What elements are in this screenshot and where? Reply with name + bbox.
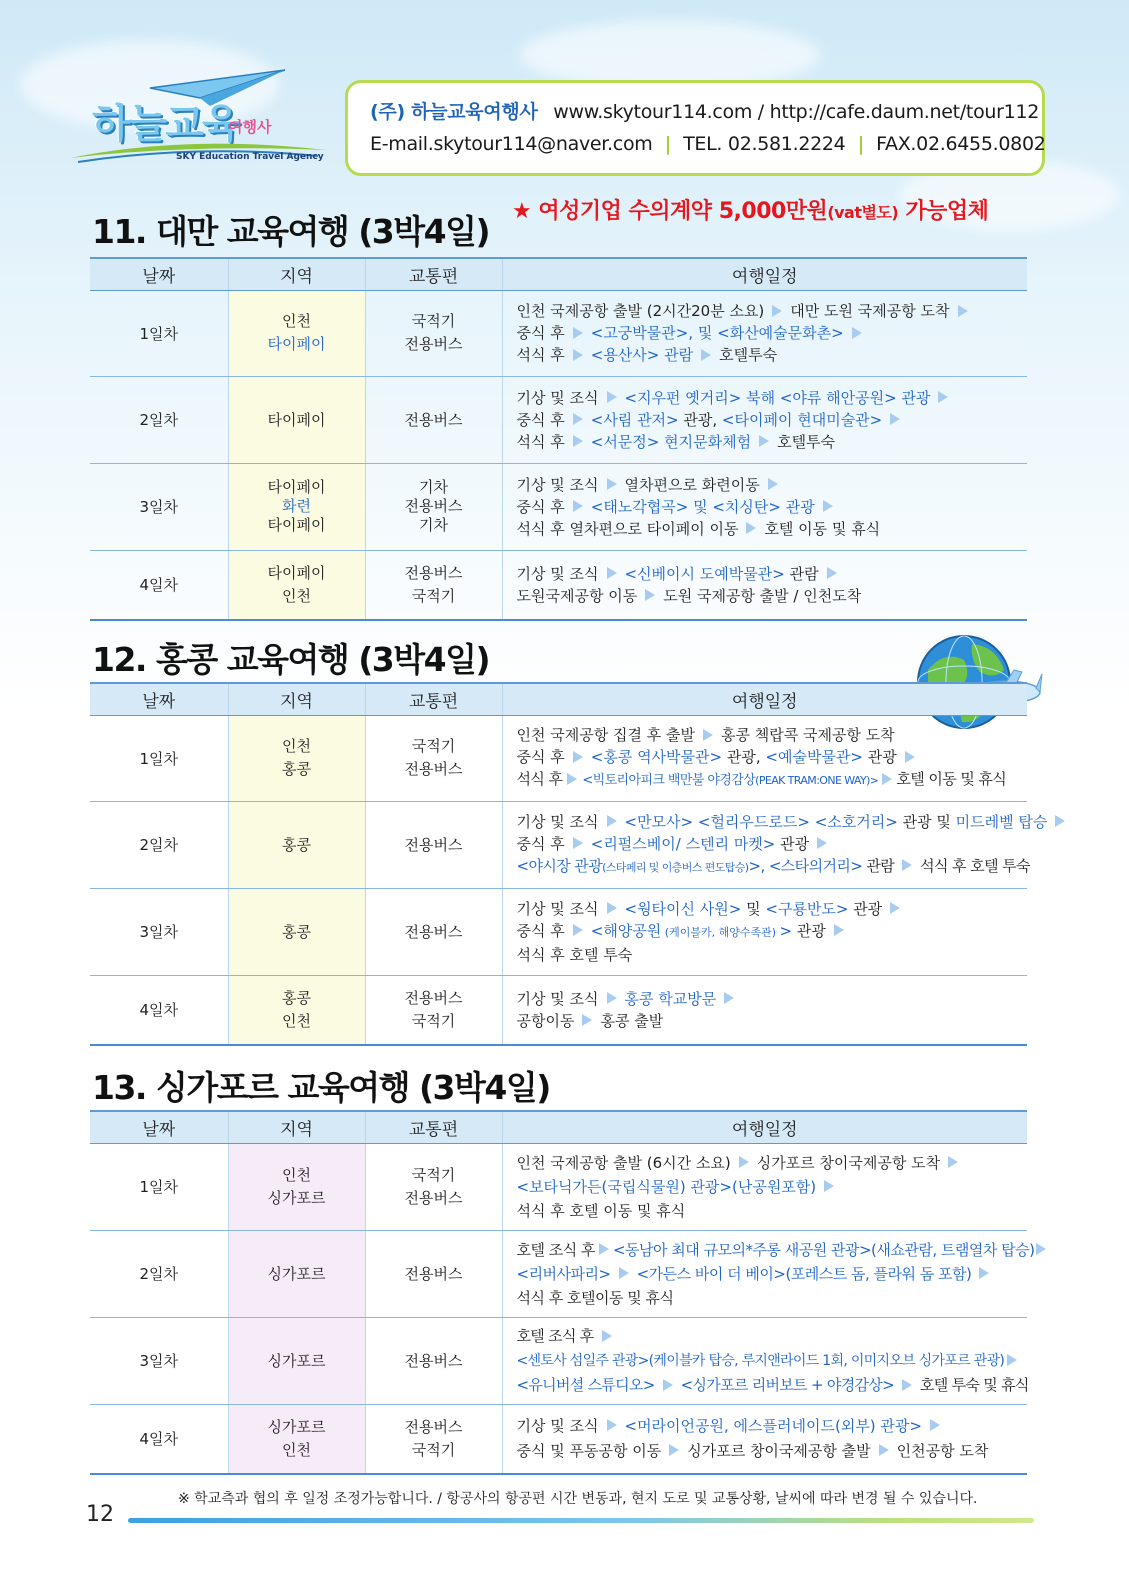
day-cell: 1일차 xyxy=(90,715,228,801)
transport-text: 기차 xyxy=(419,478,448,496)
table-header-row xyxy=(90,683,1027,715)
schedule-cell xyxy=(502,290,1027,376)
page-number: 12 xyxy=(86,1502,114,1527)
region-text: 인천 xyxy=(282,737,311,755)
col-transport: 교통편 xyxy=(365,258,502,290)
arrow-icon xyxy=(879,1444,889,1456)
schedule-text: 석식 후 호텔 투숙 xyxy=(920,856,1030,875)
schedule-text: 싱가포르 창이국제공항 출발 xyxy=(687,1441,871,1460)
schedule-text: 기상 및 조식 xyxy=(516,388,599,407)
arrow-icon xyxy=(607,1419,617,1431)
arrow-icon xyxy=(573,924,583,936)
region-text: 타이페이 xyxy=(267,563,326,582)
arrow-icon xyxy=(979,1267,989,1279)
arrow-icon xyxy=(645,589,655,601)
schedule-cell xyxy=(502,550,1027,620)
schedule-cell xyxy=(502,1404,1027,1474)
schedule-text: 대만 도원 국제공항 도착 xyxy=(790,302,950,320)
schedule-text: 인천 국제공항 출발 (6시간 소요) xyxy=(516,1153,731,1172)
arrow-icon xyxy=(827,567,837,579)
transport-cell: 전용버스 xyxy=(365,1230,502,1317)
region-text: 타이페이 xyxy=(267,478,326,496)
table-header-row xyxy=(90,258,1027,290)
table-row xyxy=(90,376,1027,463)
transport-text: 기차 xyxy=(419,516,448,534)
arrow-icon xyxy=(958,305,968,317)
table-row xyxy=(90,975,1027,1045)
arrow-icon xyxy=(607,478,617,490)
schedule-text: 싱가포르 창이국제공항 도착 xyxy=(756,1153,941,1172)
arrow-icon xyxy=(703,729,713,741)
schedule-text: 석식 후 호텔 이동 및 휴식 xyxy=(516,1201,686,1220)
schedule-text: 중식 후 xyxy=(516,324,565,342)
transport-cell xyxy=(365,975,502,1045)
schedule-text: 호텔 투숙 및 휴식 xyxy=(919,1376,1029,1394)
schedule-text: 기상 및 조식 xyxy=(516,564,599,583)
col-region: 지역 xyxy=(228,1111,365,1143)
schedule-highlight: > xyxy=(779,921,793,940)
arrow-icon xyxy=(663,1379,673,1391)
schedule-cell xyxy=(502,1230,1035,1317)
arrow-icon xyxy=(852,327,862,339)
transport-cell xyxy=(365,715,502,801)
table-row xyxy=(90,801,1027,888)
day-cell: 4일차 xyxy=(90,975,228,1045)
schedule-text: 중식 후 xyxy=(516,410,565,429)
transport-text: 국적기 xyxy=(411,312,456,330)
arrow-icon xyxy=(759,435,769,447)
transport-cell: 전용버스 xyxy=(365,801,502,888)
schedule-text: 관광, xyxy=(722,748,766,766)
day-cell: 3일차 xyxy=(90,1317,228,1404)
schedule-highlight: <센토사 섬일주 관광>(케이블카 탑승, 루지앤라이드 1회, 이미지오브 싱가포르 관광) xyxy=(516,1353,1005,1369)
transport-cell xyxy=(365,550,502,620)
transport-text: 전용버스 xyxy=(404,563,463,582)
section-title-singapore: 13. 싱가포르 교육여행 (3박4일) xyxy=(92,1068,550,1107)
table-row xyxy=(90,1404,1027,1474)
arrow-icon xyxy=(890,413,900,425)
transport-cell xyxy=(365,1404,502,1474)
table-row xyxy=(90,290,1027,376)
table-row xyxy=(90,1317,1027,1404)
schedule-highlight: <사림 관저> xyxy=(590,410,679,429)
schedule-text: 기상 및 조식 xyxy=(516,812,599,831)
col-transport: 교통편 xyxy=(365,683,502,715)
schedule-cell xyxy=(502,1317,1027,1404)
day-cell: 4일차 xyxy=(90,1404,228,1474)
arrow-icon xyxy=(669,1444,679,1456)
transport-text: 국적기 xyxy=(411,1440,456,1459)
schedule-text: 인천공항 도착 xyxy=(896,1441,989,1460)
transport-cell: 전용버스 xyxy=(365,888,502,975)
schedule-text: 관람 xyxy=(784,564,819,583)
logo-subtext: 여행사 xyxy=(228,118,272,136)
arrow-icon xyxy=(905,751,915,763)
region-text: 타이페이 xyxy=(267,516,326,534)
arrow-icon xyxy=(573,435,583,447)
schedule-text: 도원국제공항 이동 xyxy=(516,586,638,605)
schedule-highlight: >, <스타의거리> xyxy=(748,856,863,875)
company-fax: FAX.02.6455.0802 xyxy=(876,133,1046,155)
schedule-cell xyxy=(502,376,1027,463)
company-email[interactable]: E-mail.skytour114@naver.com xyxy=(370,133,653,155)
arrow-icon xyxy=(882,773,892,785)
footnote: ※ 학교측과 협의 후 일정 조정가능합니다. / 항공사의 항공편 시간 변동과, 현지 도로 및 교통상황, 날씨에 따라 변경 될 수 있습니다. xyxy=(178,1491,978,1507)
schedule-text: 호텔 이동 및 휴식 xyxy=(896,770,1007,788)
itinerary-table-taiwan xyxy=(90,257,1027,621)
schedule-highlight: (스타페리 및 이층버스 편도탑승) xyxy=(602,860,749,874)
schedule-text: 기상 및 조식 xyxy=(516,899,599,918)
col-region: 지역 xyxy=(228,683,365,715)
company-tel: TEL. 02.581.2224 xyxy=(683,133,846,155)
arrow-icon xyxy=(739,1156,749,1168)
schedule-highlight: <예술박물관> xyxy=(765,748,863,766)
day-cell: 1일차 xyxy=(90,1143,228,1230)
schedule-text: 석식 후 xyxy=(516,432,565,451)
arrow-icon xyxy=(607,992,617,1004)
arrow-icon xyxy=(1036,1243,1046,1255)
transport-text: 전용버스 xyxy=(404,1417,463,1436)
section-title-hongkong: 12. 홍콩 교육여행 (3박4일) xyxy=(92,640,490,679)
arrow-icon xyxy=(768,478,778,490)
table-row xyxy=(90,550,1027,620)
schedule-text: 도원 국제공항 출발 / 인천도착 xyxy=(663,586,862,605)
arrow-icon xyxy=(567,773,577,785)
region-text: 인천 xyxy=(282,1440,311,1459)
women-enterprise-notice xyxy=(512,194,988,225)
region-text: 홍콩 xyxy=(282,760,311,778)
transport-text: 국적기 xyxy=(411,1165,456,1184)
day-cell: 3일차 xyxy=(90,463,228,550)
transport-text: 국적기 xyxy=(411,1011,456,1030)
transport-cell xyxy=(365,463,502,550)
transport-cell: 전용버스 xyxy=(365,1317,502,1404)
region-text: 싱가포르 xyxy=(267,1188,326,1207)
arrow-icon xyxy=(938,391,948,403)
col-schedule: 여행일정 xyxy=(502,683,1027,715)
schedule-highlight: <서문정> 현지문화체험 xyxy=(590,432,752,451)
schedule-highlight: <싱가포르 리버보트 + 야경감상> xyxy=(680,1376,894,1394)
schedule-text: 인천 국제공항 집결 후 출발 xyxy=(516,726,695,744)
logo-text: 하늘교육 xyxy=(92,101,239,147)
arrow-icon xyxy=(746,522,756,534)
col-date: 날짜 xyxy=(90,683,228,715)
schedule-text: 인천 국제공항 출발 (2시간20분 소요) xyxy=(516,302,765,320)
schedule-highlight: <야시장 관광 xyxy=(516,856,603,875)
region-text: 인천 xyxy=(282,1011,311,1030)
schedule-text: 중식 및 푸동공항 이동 xyxy=(516,1441,662,1460)
day-cell: 2일차 xyxy=(90,801,228,888)
schedule-cell xyxy=(502,801,1048,888)
table-row xyxy=(90,1143,1027,1230)
contact-box xyxy=(345,80,1045,176)
schedule-text: 관광 및 xyxy=(897,812,956,831)
arrow-icon xyxy=(602,1330,612,1342)
region-cell: 싱가포르 xyxy=(228,1230,365,1317)
schedule-highlight: <타이페이 현대미술관> xyxy=(721,410,883,429)
region-cell xyxy=(228,975,365,1045)
schedule-cell xyxy=(502,888,1027,975)
table-row xyxy=(90,888,1027,975)
schedule-highlight: <태노각협곡> 및 <치싱탄> 관광 xyxy=(590,497,815,516)
logo-english: SKY Education Travel Agency xyxy=(176,152,324,162)
arrow-icon xyxy=(573,500,583,512)
arrow-icon xyxy=(823,500,833,512)
arrow-icon xyxy=(607,902,617,914)
arrow-icon xyxy=(607,391,617,403)
schedule-text: 호텔 이동 및 휴식 xyxy=(764,519,881,538)
region-text: 타이페이 xyxy=(267,335,326,353)
schedule-highlight: <구룡반도> xyxy=(765,899,849,918)
transport-text: 전용버스 xyxy=(404,497,463,515)
schedule-highlight: <지우펀 옛거리> 북해 <야류 해안공원> 관광 xyxy=(624,388,931,407)
schedule-highlight: <만모사> <헐리우드로드> <소호거리> xyxy=(624,812,898,831)
company-urls[interactable]: www.skytour114.com / http://cafe.daum.net/tour112 xyxy=(553,101,1040,123)
schedule-highlight: 홍콩 학교방문 xyxy=(624,989,717,1008)
schedule-text: 석식 후 호텔 투숙 xyxy=(516,945,633,964)
transport-text: 전용버스 xyxy=(404,335,463,353)
arrow-icon xyxy=(724,992,734,1004)
arrow-icon xyxy=(573,349,583,361)
table-header-row xyxy=(90,1111,1027,1143)
region-text: 인천 xyxy=(282,586,311,605)
arrow-icon xyxy=(890,902,900,914)
itinerary-table-hongkong xyxy=(90,682,1048,1046)
separator: | xyxy=(857,133,865,155)
schedule-text: 호텔투숙 xyxy=(719,346,778,364)
schedule-highlight: 미드레벨 탑승 xyxy=(955,812,1048,831)
arrow-icon xyxy=(607,567,617,579)
arrow-icon xyxy=(573,327,583,339)
schedule-text: 관광 xyxy=(792,921,826,940)
day-cell: 3일차 xyxy=(90,888,228,975)
arrow-icon xyxy=(817,837,827,849)
schedule-text: 중식 후 xyxy=(516,748,565,766)
arrow-icon xyxy=(834,924,844,936)
region-text: 인천 xyxy=(282,312,311,330)
schedule-highlight: <가든스 바이 더 베이>(포레스트 돔, 플라워 돔 포함) xyxy=(636,1264,972,1283)
transport-text: 국적기 xyxy=(411,586,456,605)
schedule-text: 중식 후 xyxy=(516,497,565,516)
arrow-icon xyxy=(582,1014,592,1026)
schedule-highlight: <유니버셜 스튜디오> xyxy=(516,1376,655,1394)
region-cell: 타이페이 xyxy=(228,376,365,463)
transport-text: 전용버스 xyxy=(404,1188,463,1207)
schedule-text: 관광 xyxy=(848,899,883,918)
col-region: 지역 xyxy=(228,258,365,290)
arrow-icon xyxy=(930,1419,940,1431)
region-cell: 홍콩 xyxy=(228,801,365,888)
transport-cell xyxy=(365,290,502,376)
schedule-text: 및 xyxy=(741,899,766,918)
schedule-highlight: (케이블카, 해양수족관) xyxy=(661,925,780,939)
col-schedule: 여행일정 xyxy=(502,1111,1027,1143)
notice-tail: 가능업체 xyxy=(898,199,989,224)
contact-line-1 xyxy=(370,97,1040,129)
schedule-highlight: <머라이언공원, 에스플러네이드(외부) 관광> xyxy=(624,1416,922,1435)
schedule-text: 호텔 조식 후 xyxy=(516,1327,594,1345)
schedule-text: 열차편으로 화련이동 xyxy=(624,475,760,494)
schedule-highlight: <빅토리아피크 백만불 야경감상 xyxy=(582,773,756,788)
schedule-text: 석식 후 xyxy=(516,770,563,788)
company-name: (주) 하늘교육여행사 xyxy=(370,101,538,123)
transport-text: 전용버스 xyxy=(404,988,463,1007)
arrow-icon xyxy=(619,1267,629,1279)
company-logo xyxy=(68,68,338,178)
arrow-icon xyxy=(1007,1354,1017,1366)
schedule-cell xyxy=(502,463,1027,550)
table-row xyxy=(90,715,1027,801)
region-cell xyxy=(228,1143,365,1230)
region-cell xyxy=(228,290,365,376)
region-cell: 싱가포르 xyxy=(228,1317,365,1404)
region-text: 인천 xyxy=(282,1165,311,1184)
col-date: 날짜 xyxy=(90,258,228,290)
notice-main: ★ 여성기업 수의계약 5,000만원 xyxy=(512,199,828,224)
schedule-highlight: <웡타이신 사원> xyxy=(624,899,742,918)
schedule-text: 관람 xyxy=(862,856,895,875)
schedule-text: 기상 및 조식 xyxy=(516,1416,599,1435)
transport-cell: 전용버스 xyxy=(365,376,502,463)
footer-bar xyxy=(128,1518,1034,1523)
schedule-cell xyxy=(502,975,1027,1045)
arrow-icon xyxy=(607,815,617,827)
arrow-icon xyxy=(902,1379,912,1391)
schedule-text: 기상 및 조식 xyxy=(516,475,599,494)
schedule-text: 관광 xyxy=(862,748,897,766)
schedule-text: 관광 xyxy=(775,834,810,853)
arrow-icon xyxy=(599,1243,609,1255)
arrow-icon xyxy=(573,837,583,849)
arrow-icon xyxy=(573,751,583,763)
schedule-cell xyxy=(502,715,1027,801)
schedule-highlight: <리펄스베이/ 스텐리 마켓> xyxy=(590,834,776,853)
schedule-text: 호텔 조식 후 xyxy=(516,1240,595,1259)
schedule-highlight: <동남아 최대 규모의*주롱 새공원 관광>(새쇼관람, 트램열차 탑승) xyxy=(613,1240,1035,1259)
col-date: 날짜 xyxy=(90,1111,228,1143)
schedule-highlight: <해양공원 xyxy=(590,921,662,940)
region-cell xyxy=(228,550,365,620)
region-text: 화련 xyxy=(282,497,311,515)
schedule-highlight: <신베이시 도예박물관> xyxy=(624,564,785,583)
region-cell: 홍콩 xyxy=(228,888,365,975)
schedule-text: 석식 후 xyxy=(516,346,565,364)
section-title-taiwan: 11. 대만 교육여행 (3박4일) xyxy=(92,212,490,251)
notice-vat: (vat별도) xyxy=(827,203,899,222)
itinerary-table-singapore xyxy=(90,1110,1035,1475)
schedule-text: 석식 후 호텔이동 및 휴식 xyxy=(516,1288,674,1307)
arrow-icon xyxy=(948,1156,958,1168)
transport-text: 전용버스 xyxy=(404,760,463,778)
schedule-text: 관광, xyxy=(678,410,722,429)
col-schedule: 여행일정 xyxy=(502,258,1027,290)
region-cell xyxy=(228,463,365,550)
contact-line-2 xyxy=(370,129,1046,161)
schedule-highlight: <보타닉가든(국립식물원) 관광>(난공원포함) xyxy=(516,1177,817,1196)
schedule-highlight: <리버사파리> xyxy=(516,1264,611,1283)
day-cell: 2일차 xyxy=(90,1230,228,1317)
schedule-text: 홍콩 출발 xyxy=(600,1011,664,1030)
arrow-icon xyxy=(573,413,583,425)
transport-cell xyxy=(365,1143,502,1230)
schedule-text: 홍콩 첵랍콕 국제공항 도착 xyxy=(720,726,895,744)
schedule-cell xyxy=(502,1143,1027,1230)
table-row xyxy=(90,1230,1027,1317)
schedule-text: 기상 및 조식 xyxy=(516,989,599,1008)
schedule-text: 중식 후 xyxy=(516,921,565,940)
arrow-icon xyxy=(701,349,711,361)
arrow-icon xyxy=(902,859,912,871)
schedule-text: 공항이동 xyxy=(516,1011,575,1030)
day-cell: 1일차 xyxy=(90,290,228,376)
region-cell xyxy=(228,715,365,801)
col-transport: 교통편 xyxy=(365,1111,502,1143)
table-row xyxy=(90,463,1027,550)
day-cell: 4일차 xyxy=(90,550,228,620)
schedule-highlight: <고궁박물관>, 및 <화산예술문화촌> xyxy=(590,324,844,342)
region-text: 홍콩 xyxy=(282,988,311,1007)
arrow-icon xyxy=(824,1180,834,1192)
schedule-text: 중식 후 xyxy=(516,834,565,853)
schedule-text: 호텔투숙 xyxy=(777,432,836,451)
arrow-icon xyxy=(1055,815,1065,827)
schedule-text: 석식 후 열차편으로 타이페이 이동 xyxy=(516,519,739,538)
transport-text: 국적기 xyxy=(411,737,456,755)
day-cell: 2일차 xyxy=(90,376,228,463)
schedule-highlight: <용산사> 관람 xyxy=(590,346,694,364)
arrow-icon xyxy=(772,305,782,317)
schedule-highlight: <홍콩 역사박물관> xyxy=(590,748,723,766)
logo-swoosh xyxy=(68,130,328,170)
separator: | xyxy=(664,133,672,155)
schedule-highlight: (PEAK TRAM:ONE WAY)> xyxy=(755,774,879,787)
region-cell xyxy=(228,1404,365,1474)
region-text: 싱가포르 xyxy=(267,1417,326,1436)
